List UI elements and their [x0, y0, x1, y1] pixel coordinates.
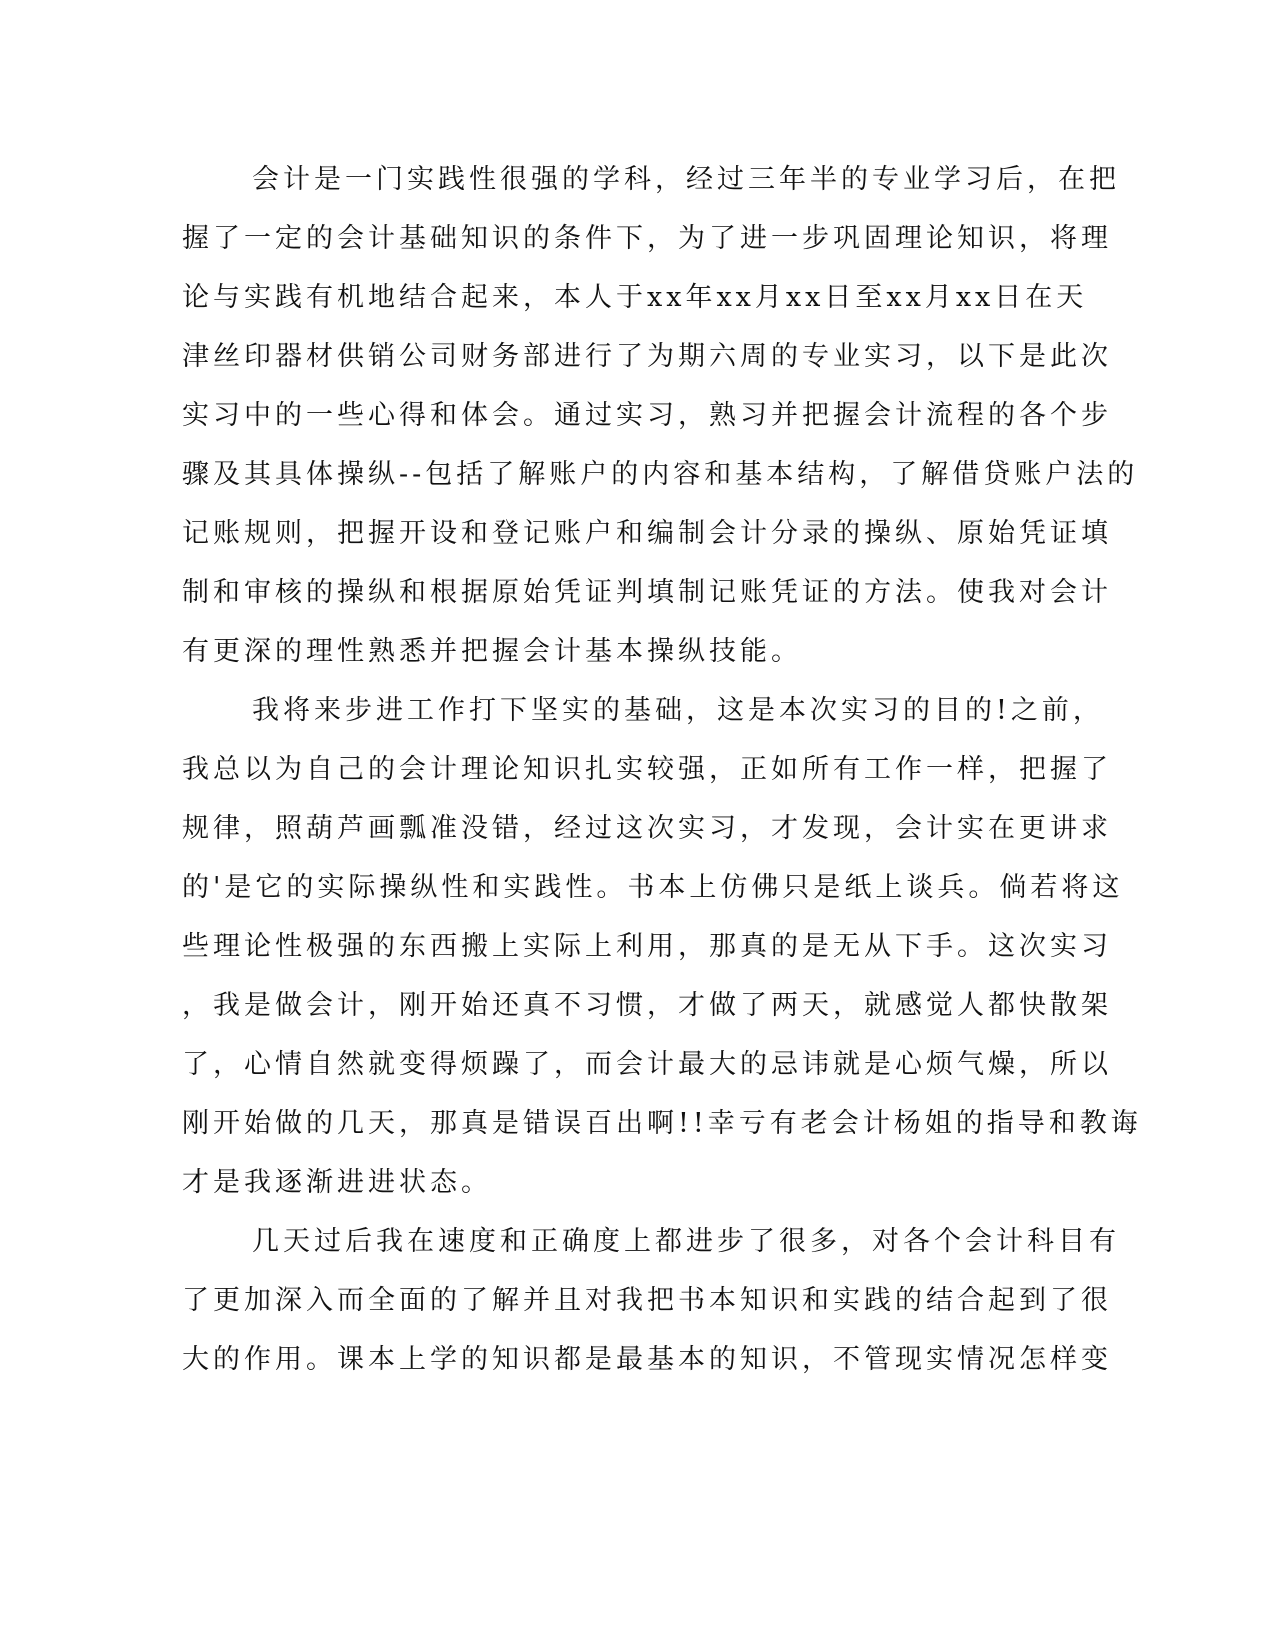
text-line: 记账规则，把握开设和登记账户和编制会计分录的操纵、原始凭证填 — [182, 518, 1112, 549]
paragraph-3 — [182, 1212, 1120, 1389]
text-line: 津丝印器材供销公司财务部进行了为期六周的专业实习，以下是此次 — [182, 341, 1112, 372]
text-line: 大的作用。课本上学的知识都是最基本的知识，不管现实情况怎样变 — [182, 1344, 1112, 1375]
text-line: 实习中的一些心得和体会。通过实习，熟习并把握会计流程的各个步 — [182, 400, 1112, 431]
text-line: 几天过后我在速度和正确度上都进步了很多，对各个会计科目有 — [252, 1226, 1120, 1257]
text-line: 些理论性极强的东西搬上实际上利用，那真的是无从下手。这次实习 — [182, 931, 1112, 962]
paragraph-1 — [182, 150, 1139, 681]
text-line: 规律，照葫芦画瓢准没错，经过这次实习，才发现，会计实在更讲求 — [182, 813, 1112, 844]
text-line: 有更深的理性熟悉并把握会计基本操纵技能。 — [182, 636, 802, 667]
text-line: 论与实践有机地结合起来，本人于xx年xx月xx日至xx月xx日在天 — [182, 282, 1088, 313]
text-line: 会计是一门实践性很强的学科，经过三年半的专业学习后，在把 — [252, 164, 1120, 195]
document-body — [182, 150, 1142, 1389]
text-line: 我总以为自己的会计理论知识扎实较强，正如所有工作一样，把握了 — [182, 754, 1112, 785]
text-line: ，我是做会计，刚开始还真不习惯，才做了两天，就感觉人都快散架 — [182, 990, 1112, 1021]
text-line: 了，心情自然就变得烦躁了，而会计最大的忌讳就是心烦气燥，所以 — [182, 1049, 1112, 1080]
text-line: 制和审核的操纵和根据原始凭证判填制记账凭证的方法。使我对会计 — [182, 577, 1112, 608]
text-line: 骤及其具体操纵--包括了解账户的内容和基本结构，了解借贷账户法的 — [182, 459, 1139, 490]
text-line: 我将来步进工作打下坚实的基础，这是本次实习的目的!之前， — [252, 695, 1104, 726]
text-line: 了更加深入而全面的了解并且对我把书本知识和实践的结合起到了很 — [182, 1285, 1112, 1316]
text-line: 握了一定的会计基础知识的条件下，为了进一步巩固理论知识，将理 — [182, 223, 1112, 254]
text-line: 的'是它的实际操纵性和实践性。书本上仿佛只是纸上谈兵。倘若将这 — [182, 872, 1124, 903]
text-line: 刚开始做的几天，那真是错误百出啊!!幸亏有老会计杨姐的指导和教诲 — [182, 1108, 1142, 1139]
text-line: 才是我逐渐进进状态。 — [182, 1167, 492, 1198]
paragraph-2 — [182, 681, 1142, 1212]
